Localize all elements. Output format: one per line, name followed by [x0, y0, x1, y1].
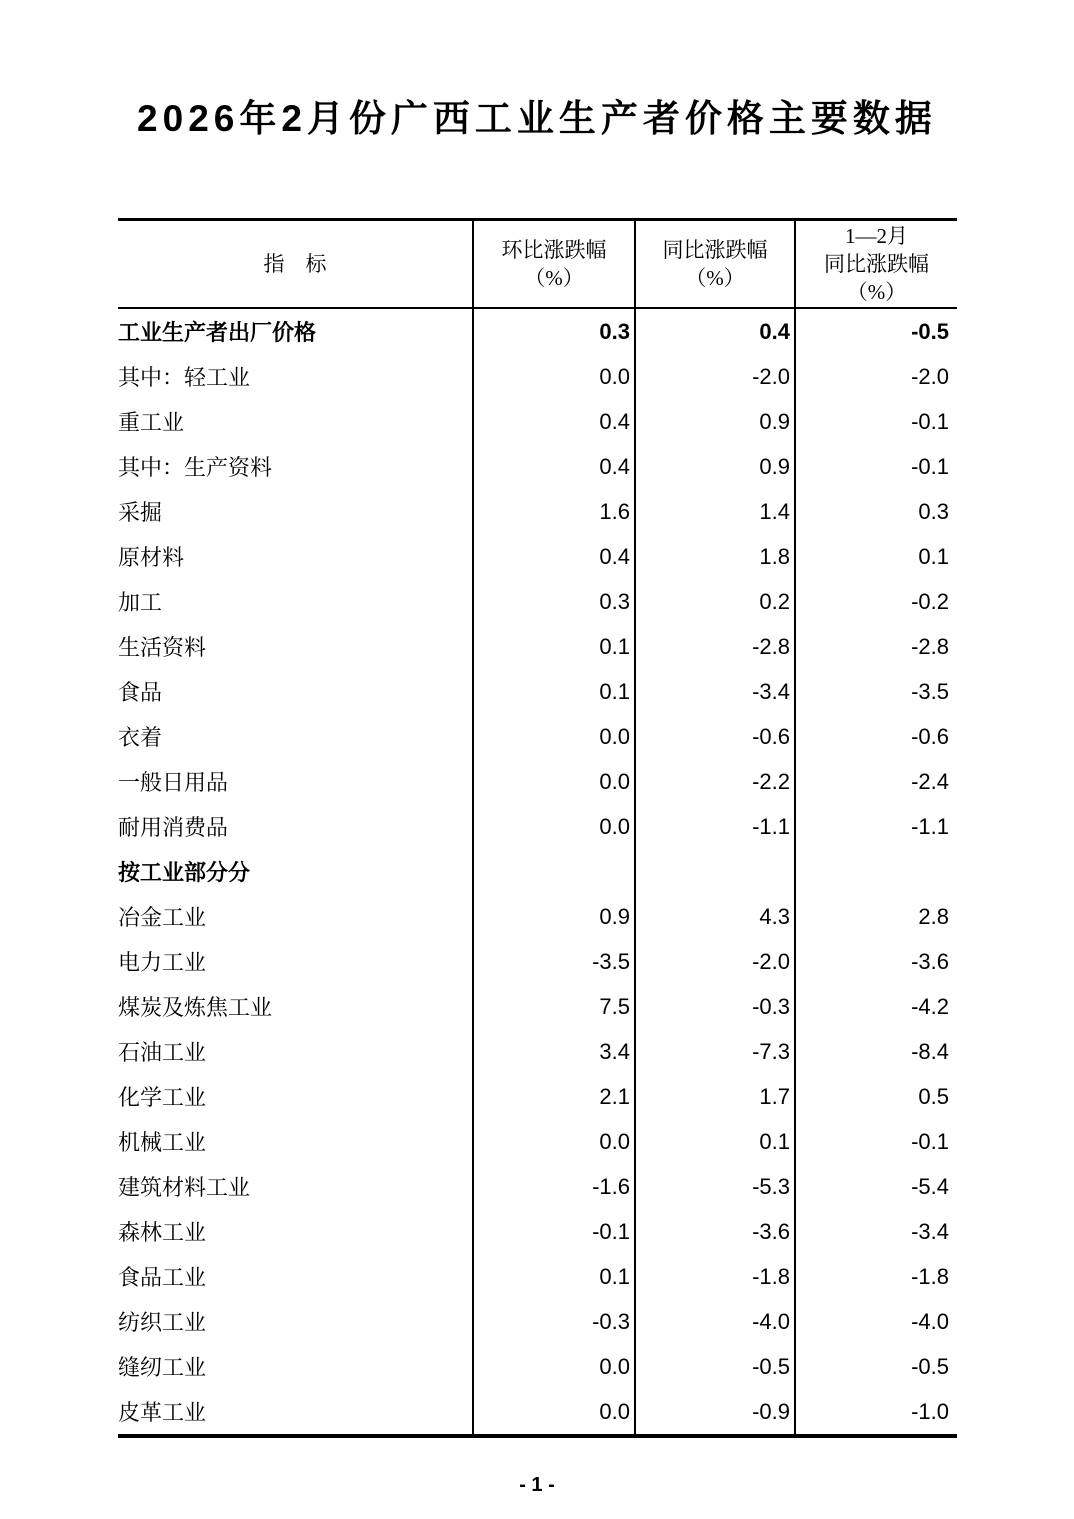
table-row	[118, 1029, 957, 1074]
mom-value-cell	[473, 849, 635, 894]
table-row	[118, 1344, 957, 1389]
indicator-cell: 化学工业	[118, 1085, 207, 1110]
yoy-value-cell: -3.6	[635, 1209, 795, 1254]
mom-value-cell: 0.0	[473, 804, 635, 849]
table-row	[118, 579, 957, 624]
table-row	[118, 624, 957, 669]
table-row	[118, 714, 957, 759]
table-row	[118, 939, 957, 984]
mom-value-cell: 0.0	[473, 1119, 635, 1164]
yoy-value-cell: 4.3	[635, 894, 795, 939]
indicator-cell: 皮革工业	[118, 1400, 207, 1425]
ytd-value-cell: -2.0	[795, 354, 957, 399]
yoy-value-cell: -2.8	[635, 624, 795, 669]
yoy-value-cell: -1.8	[635, 1254, 795, 1299]
header-ytd-label: 同比涨跌幅	[824, 252, 929, 276]
yoy-value-cell	[635, 849, 795, 894]
indicator-cell: 重工业	[118, 410, 185, 435]
indicator-cell: 电力工业	[118, 950, 207, 975]
table-row	[118, 1254, 957, 1299]
ytd-value-cell: -0.5	[795, 308, 957, 354]
table-row	[118, 1119, 957, 1164]
table-row	[118, 308, 957, 354]
yoy-value-cell: -5.3	[635, 1164, 795, 1209]
table-row	[118, 354, 957, 399]
header-yoy-label: 同比涨跌幅	[662, 238, 768, 262]
ytd-value-cell: -3.5	[795, 669, 957, 714]
indicator-cell: 其中：轻工业	[118, 365, 251, 390]
ytd-value-cell: -4.0	[795, 1299, 957, 1344]
indicator-cell: 建筑材料工业	[118, 1175, 251, 1200]
ytd-value-cell: -1.1	[795, 804, 957, 849]
mom-value-cell: 0.4	[473, 534, 635, 579]
yoy-value-cell: -2.0	[635, 354, 795, 399]
header-mom	[473, 220, 635, 309]
ytd-value-cell: 0.5	[795, 1074, 957, 1119]
yoy-value-cell: 0.4	[635, 308, 795, 354]
mom-value-cell: 0.1	[473, 1254, 635, 1299]
yoy-value-cell: -0.3	[635, 984, 795, 1029]
mom-value-cell: 0.1	[473, 624, 635, 669]
header-indicator	[118, 220, 473, 309]
yoy-value-cell: 0.9	[635, 399, 795, 444]
ytd-value-cell: -0.5	[795, 1344, 957, 1389]
yoy-value-cell: 1.4	[635, 489, 795, 534]
yoy-value-cell: -0.5	[635, 1344, 795, 1389]
mom-value-cell: 0.1	[473, 669, 635, 714]
ytd-value-cell: -4.2	[795, 984, 957, 1029]
table-row	[118, 1389, 957, 1436]
table-row	[118, 669, 957, 714]
header-row	[118, 220, 957, 309]
indicator-cell: 食品	[118, 680, 163, 705]
table-row	[118, 444, 957, 489]
indicator-cell: 冶金工业	[118, 905, 207, 930]
yoy-value-cell: -3.4	[635, 669, 795, 714]
indicator-cell: 一般日用品	[118, 770, 229, 795]
header-yoy	[635, 220, 795, 309]
mom-value-cell: 3.4	[473, 1029, 635, 1074]
ytd-value-cell	[795, 849, 957, 894]
yoy-value-cell: 1.7	[635, 1074, 795, 1119]
yoy-value-cell: -0.9	[635, 1389, 795, 1436]
mom-value-cell: -3.5	[473, 939, 635, 984]
document-title: 2026年2月份广西工业生产者价格主要数据	[137, 98, 937, 139]
ytd-value-cell: -0.1	[795, 1119, 957, 1164]
yoy-value-cell: -7.3	[635, 1029, 795, 1074]
indicator-cell: 按工业部分分	[118, 860, 251, 885]
indicator-cell: 其中：生产资料	[118, 455, 273, 480]
table-row	[118, 1209, 957, 1254]
ytd-value-cell: 2.8	[795, 894, 957, 939]
table-row	[118, 1299, 957, 1344]
header-yoy-unit: （%）	[685, 266, 745, 290]
ytd-value-cell: -0.1	[795, 399, 957, 444]
table-row	[118, 984, 957, 1029]
mom-value-cell: 0.0	[473, 354, 635, 399]
ytd-value-cell: -1.8	[795, 1254, 957, 1299]
ytd-value-cell: -2.8	[795, 624, 957, 669]
ytd-value-cell: -8.4	[795, 1029, 957, 1074]
yoy-value-cell: -2.2	[635, 759, 795, 804]
indicator-cell: 加工	[118, 590, 163, 615]
mom-value-cell: 0.9	[473, 894, 635, 939]
header-ytd-unit: （%）	[846, 280, 907, 304]
table-body	[118, 308, 957, 1436]
header-indicator-label: 指 标	[263, 252, 327, 276]
indicator-cell: 工业生产者出厂价格	[118, 320, 317, 345]
table-row	[118, 894, 957, 939]
mom-value-cell: 0.0	[473, 759, 635, 804]
mom-value-cell: 0.0	[473, 1389, 635, 1436]
indicator-cell: 纺织工业	[118, 1310, 207, 1335]
header-mom-label: 环比涨跌幅	[501, 238, 607, 262]
table-header	[118, 220, 957, 309]
ytd-value-cell: 0.3	[795, 489, 957, 534]
yoy-value-cell: 1.8	[635, 534, 795, 579]
mom-value-cell: 7.5	[473, 984, 635, 1029]
mom-value-cell: 0.3	[473, 308, 635, 354]
indicator-cell: 煤炭及炼焦工业	[118, 995, 273, 1020]
indicator-cell: 耐用消费品	[118, 815, 229, 840]
page-number: - 1 -	[519, 1474, 555, 1496]
yoy-value-cell: -0.6	[635, 714, 795, 759]
ytd-value-cell: -2.4	[795, 759, 957, 804]
indicator-cell: 原材料	[118, 545, 185, 570]
yoy-value-cell: -1.1	[635, 804, 795, 849]
mom-value-cell: 2.1	[473, 1074, 635, 1119]
table-row	[118, 534, 957, 579]
mom-value-cell: 0.4	[473, 399, 635, 444]
ytd-value-cell: -0.1	[795, 444, 957, 489]
indicator-cell: 石油工业	[118, 1040, 207, 1065]
mom-value-cell: -0.1	[473, 1209, 635, 1254]
ytd-value-cell: -0.6	[795, 714, 957, 759]
header-ytd-period: 1—2月	[845, 224, 908, 248]
mom-value-cell: -0.3	[473, 1299, 635, 1344]
indicator-cell: 缝纫工业	[118, 1355, 207, 1380]
yoy-value-cell: -2.0	[635, 939, 795, 984]
ytd-value-cell: -1.0	[795, 1389, 957, 1436]
yoy-value-cell: 0.1	[635, 1119, 795, 1164]
ytd-value-cell: -5.4	[795, 1164, 957, 1209]
table-row	[118, 1164, 957, 1209]
mom-value-cell: 0.3	[473, 579, 635, 624]
indicator-cell: 机械工业	[118, 1130, 207, 1155]
indicator-cell: 生活资料	[118, 635, 207, 660]
table-row	[118, 849, 957, 894]
mom-value-cell: 0.0	[473, 714, 635, 759]
table-row	[118, 759, 957, 804]
mom-value-cell: 1.6	[473, 489, 635, 534]
indicator-cell: 食品工业	[118, 1265, 207, 1290]
price-data-table	[118, 218, 957, 1438]
mom-value-cell: 0.4	[473, 444, 635, 489]
indicator-cell: 采掘	[118, 500, 163, 525]
mom-value-cell: 0.0	[473, 1344, 635, 1389]
header-mom-unit: （%）	[524, 266, 584, 290]
mom-value-cell: -1.6	[473, 1164, 635, 1209]
ytd-value-cell: -3.6	[795, 939, 957, 984]
yoy-value-cell: -4.0	[635, 1299, 795, 1344]
table-row	[118, 1074, 957, 1119]
header-ytd	[795, 220, 957, 309]
indicator-cell: 森林工业	[118, 1220, 207, 1245]
ytd-value-cell: -0.2	[795, 579, 957, 624]
yoy-value-cell: 0.9	[635, 444, 795, 489]
yoy-value-cell: 0.2	[635, 579, 795, 624]
table-row	[118, 804, 957, 849]
ytd-value-cell: -3.4	[795, 1209, 957, 1254]
table-row	[118, 399, 957, 444]
table-row	[118, 489, 957, 534]
ytd-value-cell: 0.1	[795, 534, 957, 579]
indicator-cell: 衣着	[118, 725, 163, 750]
